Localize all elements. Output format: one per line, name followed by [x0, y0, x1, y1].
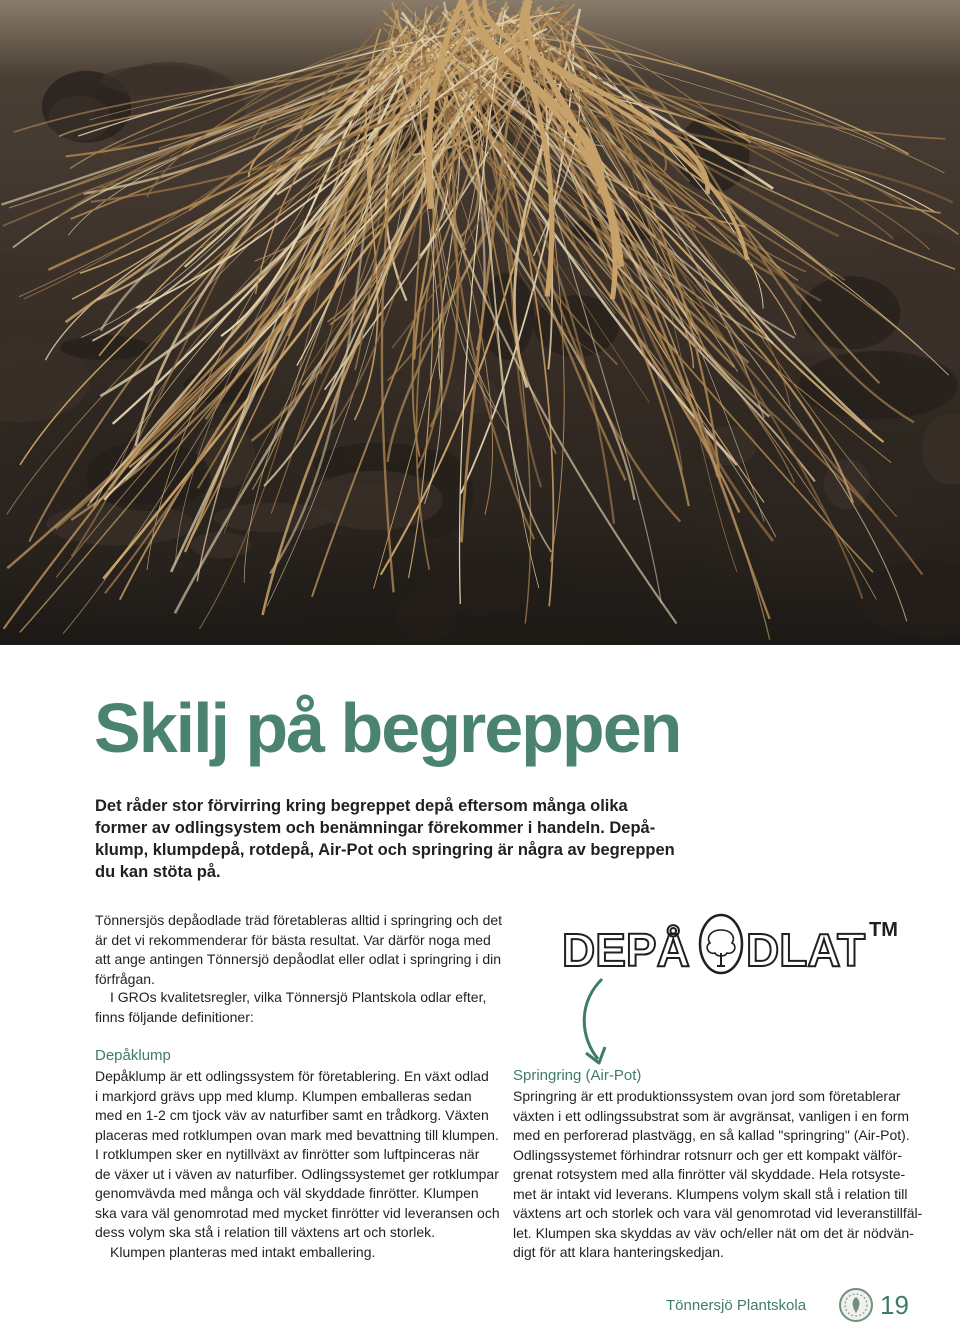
depaklump-definition	[95, 1067, 500, 1262]
curved-arrow-icon	[570, 975, 650, 1070]
text-line: grenat rotsystem med alla finrötter väl skyddade. Hela rotsyste-	[513, 1166, 906, 1182]
text-line: dess volym ska stå i relation till växtens art och storlek.	[95, 1224, 436, 1240]
text-line: ska vara väl genomrotad med mycket finrötter vid leveransen och	[95, 1204, 500, 1221]
text-line: I GROs kvalitetsregler, vilka Tönnersjö Plantskola odlar efter,	[110, 989, 487, 1005]
trademark-mark: TM	[869, 919, 898, 941]
root-ball-photo	[0, 0, 960, 645]
definitions-intro-paragraph	[95, 988, 486, 1027]
text-line: I rotklumpen sker en nytillväxt av finrötter som luftpinceras när	[95, 1146, 480, 1162]
page-title: Skilj på begreppen	[94, 689, 681, 767]
tree-icon	[700, 915, 742, 973]
intro-line: klump, klumpdepå, rotdepå, Air-Pot och springring är några av begreppen	[95, 841, 675, 859]
intro-line: former av odlingsystem och benämningar förekommer i handeln. Depå-	[95, 819, 656, 837]
springring-definition	[513, 1087, 922, 1263]
text-line: Springring är ett produktionssystem ovan jord som företablerar	[513, 1088, 901, 1104]
text-line: digt för att klara hanteringskedjan.	[513, 1244, 724, 1260]
springring-heading: Springring (Air-Pot)	[513, 1067, 642, 1084]
logo-text-left: DEPÅ	[562, 924, 690, 975]
intro-paragraph	[95, 795, 695, 883]
text-line: let. Klumpen ska skyddas av väv och/eller nät om det är nödvän-	[513, 1224, 914, 1241]
text-line: finns följande definitioner:	[95, 1008, 254, 1025]
depaodlat-logo	[560, 910, 905, 975]
text-line: Depåklump är ett odlingssystem för företablering. En växt odlad	[95, 1068, 489, 1084]
text-line: Tönnersjös depåodlade träd företableras alltid i springring och det	[95, 912, 503, 928]
page-number: 19	[880, 1290, 909, 1320]
text-line: är det vi rekommenderar för bästa resultat. Var därför noga med	[95, 931, 491, 948]
text-line: växten i ett odlingssubstrat som är avgränsat, vanligen i en form	[513, 1107, 910, 1124]
depaklump-heading: Depåklump	[95, 1047, 171, 1064]
text-line: de växer ut i väven av naturfiber. Odlingssystemet ger rotklumpar	[95, 1165, 499, 1182]
text-line: placeras med rotklumpen ovan mark med bevattning till klumpen.	[95, 1126, 499, 1143]
intro-line: Det råder stor förvirring kring begreppet depå eftersom många olika	[95, 797, 628, 815]
text-line: att ange antingen Tönnersjö depåodlat eller odlat i springring i din	[95, 951, 502, 967]
text-line: förfrågan.	[95, 970, 155, 987]
text-line: genomvävda med många och väl skyddade finrötter. Klumpen	[95, 1185, 479, 1201]
text-line: i markjord grävs upp med klump. Klumpen emballeras sedan	[95, 1087, 472, 1104]
text-line: växtens art och storlek och vara väl genomrotad vid leveranstillfäl-	[513, 1205, 923, 1221]
text-line: met är intakt vid leverans. Klumpens volym skall stå i relation till	[513, 1185, 908, 1202]
text-line: med en perforerad plastvägg, en så kallad "springring" (Air-Pot).	[513, 1127, 910, 1143]
intro-line: du kan stöta på.	[95, 863, 221, 881]
text-line: med en 1-2 cm tjock väv av naturfiber samt en trådkorg. Växten	[95, 1107, 489, 1123]
logo-text-right: DLAT	[746, 924, 866, 975]
roots-illustration	[0, 0, 960, 645]
text-line: Odlingssystemet förhindrar rotsnurr och ger ett kompakt välför-	[513, 1146, 903, 1163]
footer-company-name: Tönnersjö Plantskola	[666, 1297, 807, 1314]
recommendation-paragraph	[95, 911, 502, 989]
text-line: Klumpen planteras med intakt emballering.	[110, 1243, 376, 1260]
gro-seal-icon	[838, 1287, 874, 1323]
